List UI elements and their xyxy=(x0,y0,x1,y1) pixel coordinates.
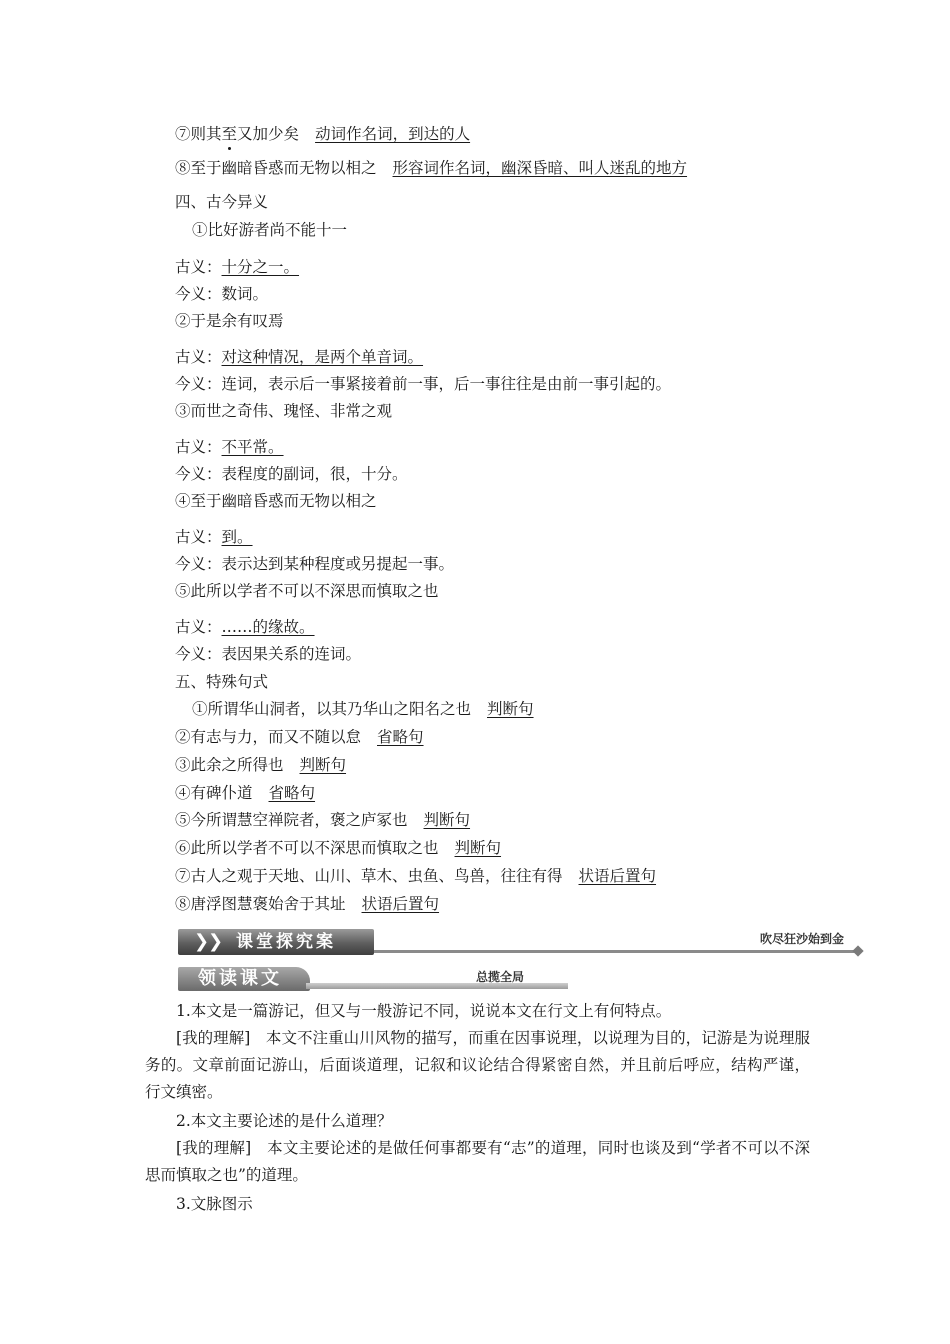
gu-answer: 十分之一。 xyxy=(221,258,300,276)
banner-motto: 吹尽狂沙始到金 xyxy=(759,932,844,946)
sentence-item-1: ①所谓华山洞者，以其乃华山之阳名之也 判断句 xyxy=(192,700,534,718)
question-2: 2.本文主要论述的是什么道理？ xyxy=(176,1112,393,1130)
banner-title: 领读课文 xyxy=(198,968,282,989)
gujin-item-1-jin: 今义：数词。 xyxy=(175,285,269,303)
dotted-char: 至 xyxy=(221,125,238,143)
gu-answer: 到。 xyxy=(221,528,253,546)
answer-2: [我的理解] 本文主要论述的是做任何事都要有“志”的道理，同时也谈及到“学者不可以不深思而慎取之也”的道理。 xyxy=(145,1139,810,1184)
sentence-type: 省略句 xyxy=(377,728,424,746)
gujin-item-4-jin: 今义：表示达到某种程度或另提起一事。 xyxy=(175,555,455,573)
section-banner-reading xyxy=(178,967,568,991)
item-7-num: ⑦ xyxy=(175,125,191,143)
sentence-type: 判断句 xyxy=(299,756,347,774)
gujin-item-1-question: ①比好游者尚不能十一 xyxy=(192,221,348,239)
sentence-type: 省略句 xyxy=(268,784,316,802)
gujin-item-5-gu: 古义：……的缘故。 xyxy=(175,618,315,636)
answer-1: [我的理解] 本文不注重山川风物的描写，而重在因事说理，以说理为目的，记游是为说理服务的。文章前面记游山，后面谈道理，记叙和议论结合得紧密自然，并且前后呼应，结构严谨，行文缜密。 xyxy=(145,1029,810,1101)
gujin-item-5-jin: 今义：表因果关系的连词。 xyxy=(175,645,362,663)
chevron-right-icon: ❯ xyxy=(194,931,210,952)
section-banner-class-inquiry xyxy=(178,929,868,955)
gujin-item-2-question: ②于是余有叹焉 xyxy=(175,312,284,330)
gu-answer: 不平常。 xyxy=(221,438,284,456)
sentence-item-3: ③此余之所得也 判断句 xyxy=(175,756,347,774)
sentence-type: 状语后置句 xyxy=(578,867,657,885)
item-7-row: ⑦则其至又加少矣 动词作名词，到达的人 xyxy=(175,125,471,143)
gujin-item-1-gu: 古义：十分之一。 xyxy=(175,258,300,276)
item-8-answer: 形容词作名词，幽深昏暗、叫人迷乱的地方 xyxy=(392,159,688,177)
banner-rule xyxy=(374,950,856,953)
gu-answer: 对这种情况，是两个单音词。 xyxy=(221,348,424,366)
item-8-num: ⑧ xyxy=(175,159,191,177)
gujin-item-3-gu: 古义：不平常。 xyxy=(175,438,284,456)
banner-subtitle: 总揽全局 xyxy=(476,970,525,984)
sentence-item-2: ②有志与力，而又不随以怠 省略句 xyxy=(175,728,424,746)
diamond-icon xyxy=(852,945,863,956)
sentence-item-7: ⑦古人之观于天地、山川、草木、虫鱼、鸟兽，往往有得 状语后置句 xyxy=(175,867,657,885)
sentence-item-5: ⑤今所谓慧空禅院者，褒之庐冢也 判断句 xyxy=(175,811,471,829)
sentence-item-4: ④有碑仆道 省略句 xyxy=(175,784,316,802)
banner-title: 课堂探究案 xyxy=(236,932,336,952)
sentence-item-6: ⑥此所以学者不可以不深思而慎取之也 判断句 xyxy=(175,839,502,857)
gu-answer: ……的缘故。 xyxy=(221,618,315,636)
section-4-heading: 四、古今异义 xyxy=(175,193,269,211)
item-7-answer: 动词作名词，到达的人 xyxy=(315,125,471,143)
gujin-item-3-jin: 今义：表程度的副词，很，十分。 xyxy=(175,465,408,483)
gujin-item-4-question: ④至于幽暗昏惑而无物以相之 xyxy=(175,492,377,510)
gujin-item-5-question: ⑤此所以学者不可以不深思而慎取之也 xyxy=(175,582,439,600)
sentence-type: 判断句 xyxy=(454,839,502,857)
item-8-text: 至于幽暗昏惑而无物以相之 xyxy=(190,159,377,177)
item-8-row xyxy=(175,158,687,178)
gujin-item-3-question: ③而世之奇伟、瑰怪、非常之观 xyxy=(175,402,393,420)
gujin-item-4-gu: 古义：到。 xyxy=(175,528,253,546)
gujin-item-2-jin: 今义：连词，表示后一事紧接着前一事，后一事往往是由前一事引起的。 xyxy=(175,375,672,393)
gujin-item-2-gu: 古义：对这种情况，是两个单音词。 xyxy=(175,348,424,366)
banner-rule xyxy=(306,983,568,989)
section-5-heading: 五、特殊句式 xyxy=(175,673,269,691)
question-3: 3.文脉图示 xyxy=(176,1195,253,1213)
question-1: 1.本文是一篇游记，但又与一般游记不同，说说本文在行文上有何特点。 xyxy=(176,1002,672,1020)
sentence-type: 判断句 xyxy=(487,700,534,718)
sentence-type: 状语后置句 xyxy=(361,895,440,913)
chevron-right-icon: ❯ xyxy=(208,931,224,952)
sentence-item-8: ⑧唐浮图慧褒始舍于其址 状语后置句 xyxy=(175,895,440,913)
sentence-type: 判断句 xyxy=(423,811,471,829)
